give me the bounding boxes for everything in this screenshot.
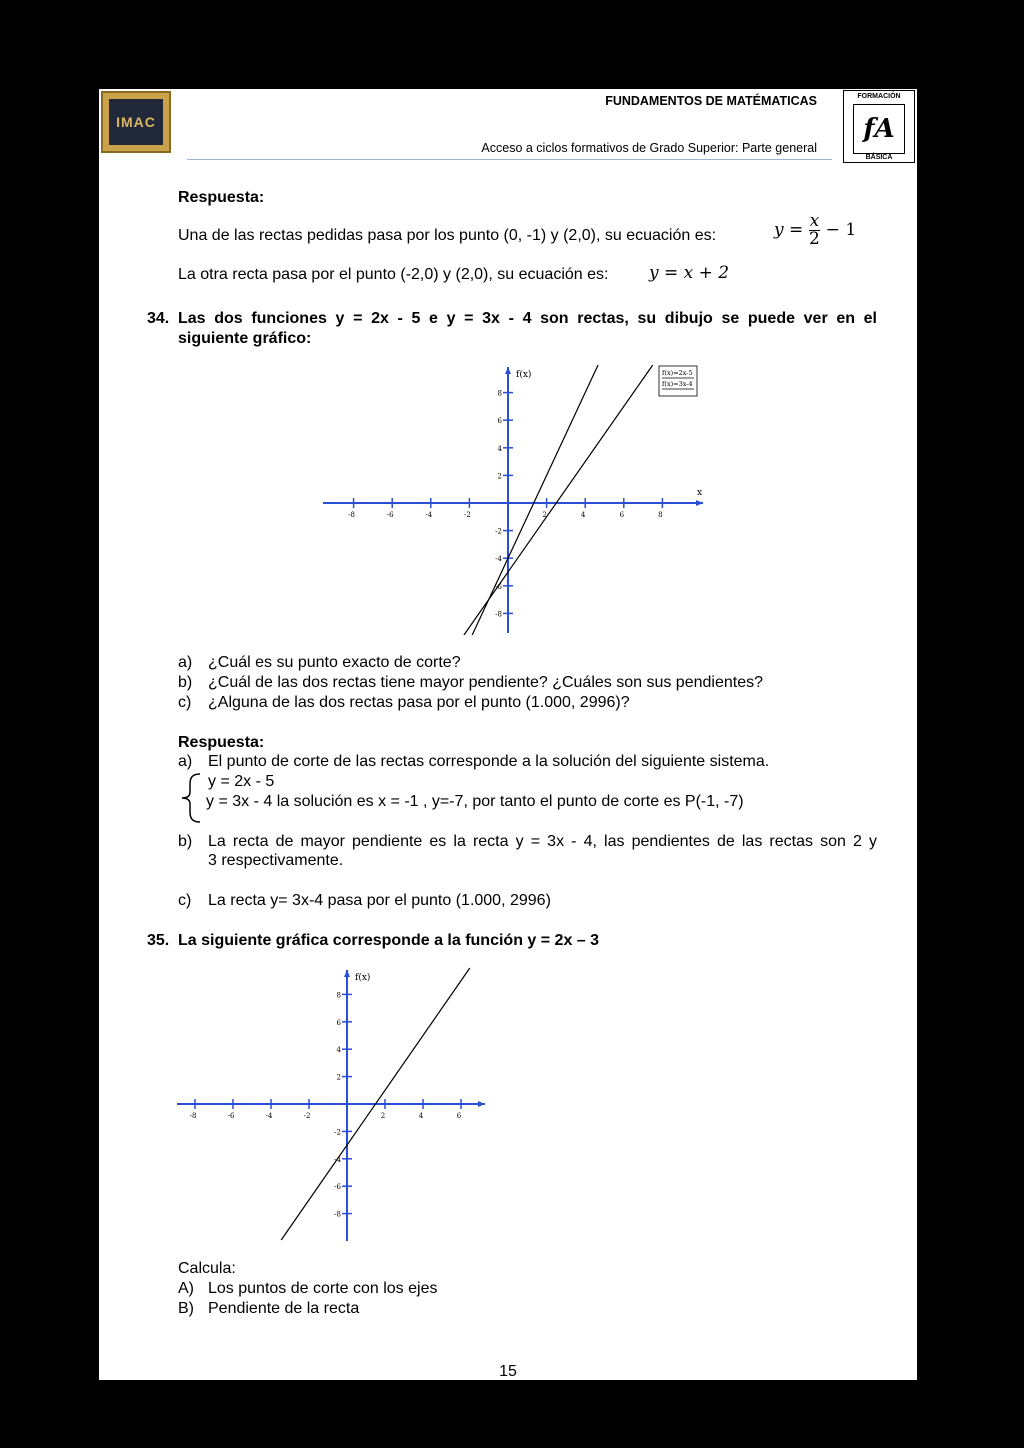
chart-35-y-arrow xyxy=(344,970,350,977)
equation-1-numerator: x xyxy=(809,211,820,231)
question-35-number: 35. xyxy=(147,932,170,949)
chart-35-x-arrow xyxy=(478,1101,485,1107)
chart-35-x-tick-label: -2 xyxy=(303,1112,311,1120)
chart-34-x-tick-label: -2 xyxy=(463,511,471,519)
q35-item-a-letter: A) xyxy=(178,1280,194,1297)
chart-34-x-tick-label: -6 xyxy=(386,511,394,519)
q34-item-b-letter: b) xyxy=(178,674,193,691)
answer-line-2: La otra recta pasa por el punto (-2,0) y (2,0), su ecuación es: xyxy=(178,266,609,283)
q35-item-a-text: Los puntos de corte con los ejes xyxy=(208,1280,438,1297)
chart-34-y-label: f(x) xyxy=(516,370,532,380)
chart-34-x-arrow xyxy=(696,500,703,506)
chart-34-axes xyxy=(323,367,703,633)
system-equation-2: y = 3x - 4 la solución es x = -1 , y=-7, por tanto el punto de corte es P(-1, -7) xyxy=(206,793,744,810)
chart-35-y-tick-label: -8 xyxy=(334,1210,341,1219)
question-35-text: La siguiente gráfica corresponde a la función y = 2x – 3 xyxy=(178,932,600,949)
system-brace xyxy=(174,772,204,824)
answer-heading: Respuesta: xyxy=(178,189,265,206)
header-subtitle: Acceso a ciclos formativos de Grado Superior: Parte general xyxy=(481,141,817,155)
chart-34-legend-entry: f(x)=3x-4 xyxy=(662,380,693,388)
equation-1 xyxy=(774,213,856,248)
equation-1-fraction xyxy=(809,213,821,248)
question-34-line-2: siguiente gráfico: xyxy=(178,330,312,347)
header-title: FUNDAMENTOS DE MATÉMATICAS xyxy=(605,94,817,108)
formacion-basica-badge xyxy=(843,90,915,163)
chart-35-axes xyxy=(177,970,485,1241)
q34-item-c-letter: c) xyxy=(178,694,192,711)
chart-35-y-tick-label: 8 xyxy=(336,991,341,1000)
chart-34-legend-entry: f(x)=2x-5 xyxy=(662,369,693,377)
badge-bottom-text: BÁSICA xyxy=(865,154,893,161)
chart-35-y-tick-label: -4 xyxy=(334,1155,341,1164)
q34-item-a-text: ¿Cuál es su punto exacto de corte? xyxy=(208,654,461,671)
chart-35-x-tick-label: -8 xyxy=(189,1112,197,1120)
chart-35-y-label: f(x) xyxy=(355,973,371,983)
document-page xyxy=(99,89,917,1380)
q35-item-b-letter: B) xyxy=(178,1300,194,1317)
chart-34-y-tick-label: 6 xyxy=(497,417,502,426)
chart-34-y-tick-label: 4 xyxy=(497,444,502,453)
chart-35-x-tick-label: 2 xyxy=(380,1112,386,1120)
q35-item-b-text: Pendiente de la recta xyxy=(208,1300,360,1317)
chart-35 xyxy=(175,966,489,1242)
q34-answer-b-letter: b) xyxy=(178,833,193,850)
chart-34-legend xyxy=(659,366,697,396)
chart-34-x-label: x xyxy=(697,488,703,498)
q34-item-a-letter: a) xyxy=(178,654,193,671)
badge-top-text: FORMACIÓN xyxy=(857,93,901,100)
chart-34-x-tick-label: 2 xyxy=(542,511,547,519)
q34-item-b-text: ¿Cuál de las dos rectas tiene mayor pendiente? ¿Cuáles son sus pendientes? xyxy=(208,674,763,691)
chart-34-x-tick-label: -4 xyxy=(425,511,433,519)
page-number: 15 xyxy=(499,1363,517,1380)
q34-answer-c-letter: c) xyxy=(178,892,192,909)
q34-answer-b-line-1: La recta de mayor pendiente es la recta y = 3x - 4, las pendientes de las rectas son 2 y xyxy=(208,833,877,850)
header-divider xyxy=(187,159,832,160)
chart-34-y-tick-label: -8 xyxy=(495,610,502,619)
system-equation-1: y = 2x - 5 xyxy=(208,773,275,790)
imac-logo xyxy=(101,91,171,153)
chart-34-x-tick-label: 6 xyxy=(619,511,625,519)
imac-logo-text: IMAC xyxy=(109,99,163,145)
badge-symbol: fA xyxy=(853,104,905,154)
chart-34-y-tick-label: -4 xyxy=(495,555,502,564)
question-34-line-1: Las dos funciones y = 2x - 5 e y = 3x - 4 son rectas, su dibujo se puede ver en el xyxy=(178,310,877,327)
q34-answer-heading: Respuesta: xyxy=(178,734,265,751)
chart-34-x-tick-label: 4 xyxy=(580,511,586,519)
chart-35-y-tick-label: 2 xyxy=(336,1073,341,1082)
chart-34-y-arrow xyxy=(505,367,511,374)
chart-35-x-tick-label: -4 xyxy=(265,1112,273,1120)
chart-35-y-tick-label: 4 xyxy=(336,1046,341,1055)
chart-35-x-tick-label: 6 xyxy=(456,1112,462,1120)
chart-34-y-tick-label: -6 xyxy=(495,582,502,591)
chart-34-y-tick-label: -2 xyxy=(495,527,502,536)
chart-35-x-tick-label: -6 xyxy=(227,1112,235,1120)
equation-1-lhs: y = xyxy=(774,220,804,240)
equation-1-denominator: 2 xyxy=(809,229,820,249)
question-34-number: 34. xyxy=(147,310,170,327)
chart-34 xyxy=(321,363,705,635)
chart-35-y-tick-label: 6 xyxy=(336,1018,341,1027)
chart-35-y-tick-label: -2 xyxy=(334,1128,341,1137)
chart-34-y-tick-label: 8 xyxy=(497,389,502,398)
q34-answer-c-text: La recta y= 3x-4 pasa por el punto (1.000, 2996) xyxy=(208,892,551,909)
chart-34-x-tick-label: -8 xyxy=(348,511,356,519)
answer-line-1: Una de las rectas pedidas pasa por los punto (0, -1) y (2,0), su ecuación es: xyxy=(178,227,717,244)
q34-item-c-text: ¿Alguna de las dos rectas pasa por el punto (1.000, 2996)? xyxy=(208,694,630,711)
equation-1-rest: − 1 xyxy=(825,220,857,240)
chart-34-x-tick-label: 8 xyxy=(658,511,663,519)
chart-35-x-tick-label: 4 xyxy=(418,1112,424,1120)
chart-34-y-tick-label: 2 xyxy=(497,472,502,481)
q34-answer-a-letter: a) xyxy=(178,753,193,770)
q34-answer-a-text: El punto de corte de las rectas corresponde a la solución del siguiente sistema. xyxy=(208,753,770,770)
equation-2: y = x + 2 xyxy=(649,263,730,283)
chart-34-series-line-2 xyxy=(472,365,598,635)
q34-answer-b-line-2: 3 respectivamente. xyxy=(208,852,344,869)
calcula-label: Calcula: xyxy=(178,1260,236,1277)
chart-35-y-tick-label: -6 xyxy=(334,1183,341,1192)
